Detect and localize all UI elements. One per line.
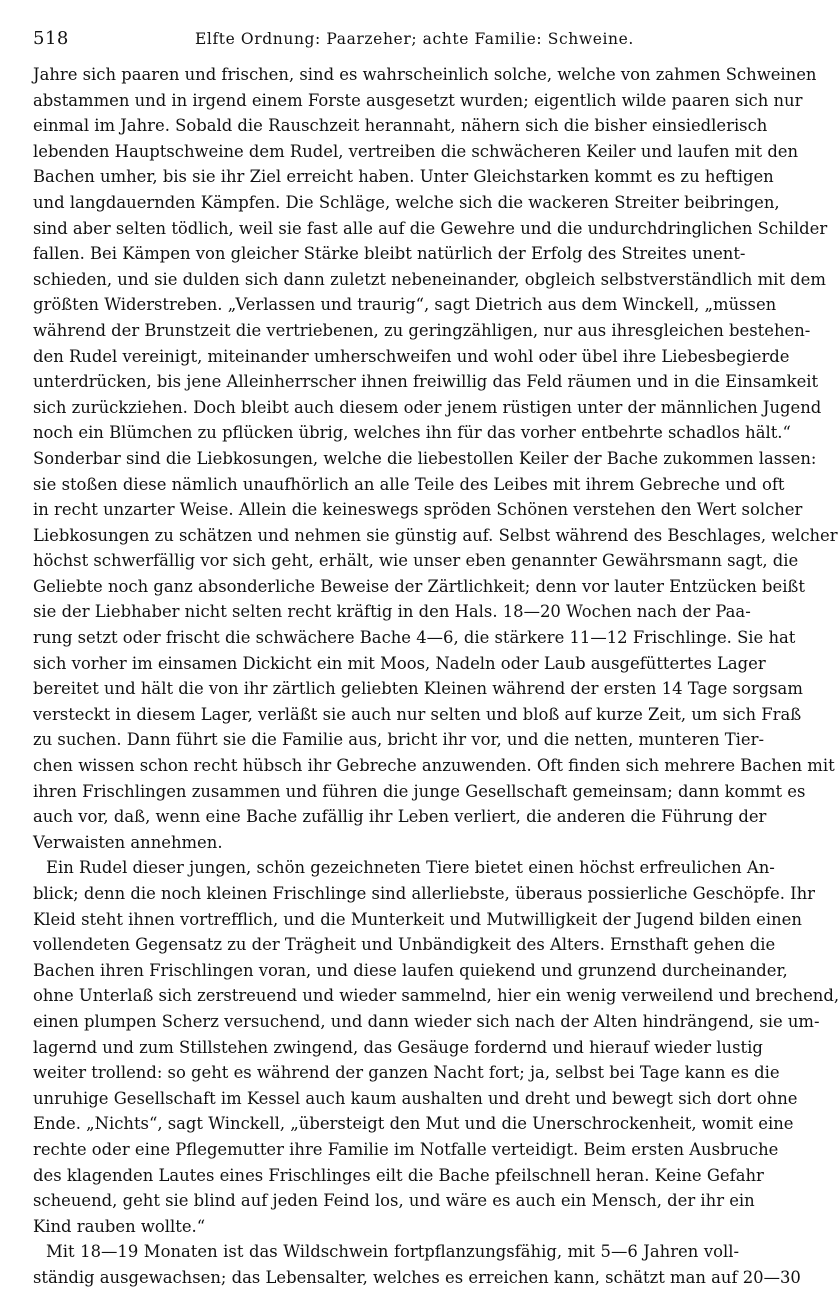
text-line: Kleid steht ihnen vortrefflich, und die Munterkeit und Mutwilligkeit der Jugend bilden einen bbox=[33, 909, 802, 929]
text-line: Kind rauben wollte.“ bbox=[33, 1216, 206, 1236]
text-line: Bachen ihren Frischlingen voran, und diese laufen quiekend und grunzend durcheinander, bbox=[33, 960, 788, 980]
text-line: noch ein Blümchen zu pflücken übrig, welches ihn für das vorher entbehrte schadlos hält.“ bbox=[33, 423, 791, 443]
text-line: schieden, und sie dulden sich dann zuletzt nebeneinander, obgleich selbstverständlich mit dem bbox=[33, 269, 826, 289]
text-line: während der Brunstzeit die vertriebenen, zu geringzähligen, nur aus ihresgleichen bestehen- bbox=[33, 320, 811, 340]
text-line: Mit 18—19 Monaten ist das Wildschwein fortpflanzungsfähig, mit 5—6 Jahren voll- bbox=[46, 1242, 739, 1262]
text-line: sind aber selten tödlich, weil sie fast alle auf die Gewehre und die undurchdringlichen Schilder bbox=[33, 218, 828, 238]
text-line: den Rudel vereinigt, miteinander umherschweifen und wohl oder übel ihre Liebesbegierde bbox=[33, 346, 790, 366]
text-line: abstammen und in irgend einem Forste ausgesetzt wurden; eigentlich wilde paaren sich nur bbox=[33, 90, 803, 110]
body-text bbox=[33, 62, 839, 1291]
text-line: lagernd und zum Stillstehen zwingend, das Gesäuge fordernd und hierauf wieder lustig bbox=[33, 1037, 763, 1057]
text-line: chen wissen schon recht hübsch ihr Gebreche anzuwenden. Oft finden sich mehrere Bachen mit bbox=[33, 756, 835, 776]
text-line: ihren Frischlingen zusammen und führen die junge Gesellschaft gemeinsam; dann kommt es bbox=[33, 781, 806, 801]
text-line: unterdrücken, bis jene Alleinherrscher ihnen freiwillig das Feld räumen und in die Einsamkeit bbox=[33, 372, 819, 392]
text-line: zu suchen. Dann führt sie die Familie aus, bricht ihr vor, und die netten, munteren Tier- bbox=[33, 730, 764, 750]
text-line: Jahre sich paaren und frischen, sind es wahrscheinlich solche, welche von zahmen Schweinen bbox=[33, 65, 817, 84]
text-line: sie stoßen diese nämlich unaufhörlich an alle Teile des Leibes mit ihrem Gebreche und oft bbox=[33, 474, 785, 494]
text-line: Liebkosungen zu schätzen und nehmen sie günstig auf. Selbst während des Beschlages, welcher bbox=[33, 525, 838, 545]
text-line: des klagenden Lautes eines Frischlinges eilt die Bache pfeilschnell heran. Keine Gefahr bbox=[33, 1165, 764, 1185]
text-line: scheuend, geht sie blind auf jeden Feind los, und wäre es auch ein Mensch, der ihr ein bbox=[33, 1191, 755, 1211]
running-head: Elfte Ordnung: Paarzeher; achte Familie: Schweine. bbox=[195, 30, 634, 48]
text-line: einen plumpen Scherz versuchend, und dann wieder sich nach der Alten hindrängend, sie um- bbox=[33, 1011, 820, 1031]
text-line: sich zurückziehen. Doch bleibt auch diesem oder jenem rüstigen unter der männlichen Jugend bbox=[33, 397, 822, 417]
text-line: in recht unzarter Weise. Allein die keineswegs spröden Schönen verstehen den Wert solcher bbox=[33, 500, 803, 520]
text-line: einmal im Jahre. Sobald die Rauschzeit herannaht, nähern sich die bisher einsiedlerisch bbox=[33, 116, 768, 136]
text-line: größten Widerstreben. „Verlassen und traurig“, sagt Dietrich aus dem Winckell, „müssen bbox=[33, 295, 777, 315]
text-line: Sonderbar sind die Liebkosungen, welche die liebestollen Keiler der Bache zukommen lassen: bbox=[33, 448, 817, 468]
text-line: Bachen umher, bis sie ihr Ziel erreicht haben. Unter Gleichstarken kommt es zu heftigen bbox=[33, 167, 774, 187]
text-line: Ende. „Nichts“, sagt Winckell, „übersteigt den Mut und die Unerschrockenheit, womit eine bbox=[33, 1114, 794, 1134]
page-header bbox=[33, 28, 730, 54]
text-line: ohne Unterlaß sich zerstreuend und wieder sammelnd, hier ein wenig verweilend und brechend, bbox=[33, 986, 839, 1006]
text-line: unruhige Gesellschaft im Kessel auch kaum aushalten und dreht und bewegt sich dort ohne bbox=[33, 1088, 798, 1108]
text-line: sie der Liebhaber nicht selten recht kräftig in den Hals. 18—20 Wochen nach der Paa- bbox=[33, 602, 751, 622]
text-line: Ein Rudel dieser jungen, schön gezeichneten Tiere bietet einen höchst erfreulichen An- bbox=[46, 858, 775, 878]
text-line: versteckt in diesem Lager, verläßt sie auch nur selten und bloß auf kurze Zeit, um sich Fraß bbox=[33, 704, 802, 724]
text-line: fallen. Bei Kämpen von gleicher Stärke bleibt natürlich der Erfolg des Streites unent- bbox=[33, 244, 746, 264]
text-line: Geliebte noch ganz absonderliche Beweise der Zärtlichkeit; denn vor lauter Entzücken beißt bbox=[33, 576, 805, 596]
text-line: bereitet und hält die von ihr zärtlich geliebten Kleinen während der ersten 14 Tage sorgsam bbox=[33, 679, 803, 699]
text-line: und langdauernden Kämpfen. Die Schläge, welche sich die wackeren Streiter beibringen, bbox=[33, 192, 780, 212]
text-line: lebenden Hauptschweine dem Rudel, vertreiben die schwächeren Keiler und laufen mit den bbox=[33, 141, 799, 161]
text-line: Verwaisten annehmen. bbox=[33, 832, 223, 852]
text-line: blick; denn die noch kleinen Frischlinge sind allerliebste, überaus possierliche Geschöpfe. Ihr bbox=[33, 884, 816, 903]
text-line: auch vor, daß, wenn eine Bache zufällig ihr Leben verliert, die anderen die Führung der bbox=[33, 807, 767, 827]
page-number: 518 bbox=[33, 28, 69, 49]
text-line: rechte oder eine Pflegemutter ihre Familie im Notfalle verteidigt. Beim ersten Ausbruche bbox=[33, 1139, 779, 1159]
text-line: höchst schwerfällig vor sich geht, erhält, wie unser eben genannter Gewährsmann sagt, die bbox=[33, 551, 799, 571]
text-line: ständig ausgewachsen; das Lebensalter, welches es erreichen kann, schätzt man auf 20—30 bbox=[33, 1267, 801, 1287]
text-line: sich vorher im einsamen Dickicht ein mit Moos, Nadeln oder Laub ausgefüttertes Lager bbox=[33, 653, 766, 673]
text-line: weiter trollend: so geht es während der ganzen Nacht fort; ja, selbst bei Tage kann es die bbox=[33, 1063, 780, 1083]
text-line: rung setzt oder frischt die schwächere Bache 4—6, die stärkere 11—12 Frischlinge. Sie hat bbox=[33, 628, 796, 648]
text-line: vollendeten Gegensatz zu der Trägheit und Unbändigkeit des Alters. Ernsthaft gehen die bbox=[33, 935, 776, 955]
